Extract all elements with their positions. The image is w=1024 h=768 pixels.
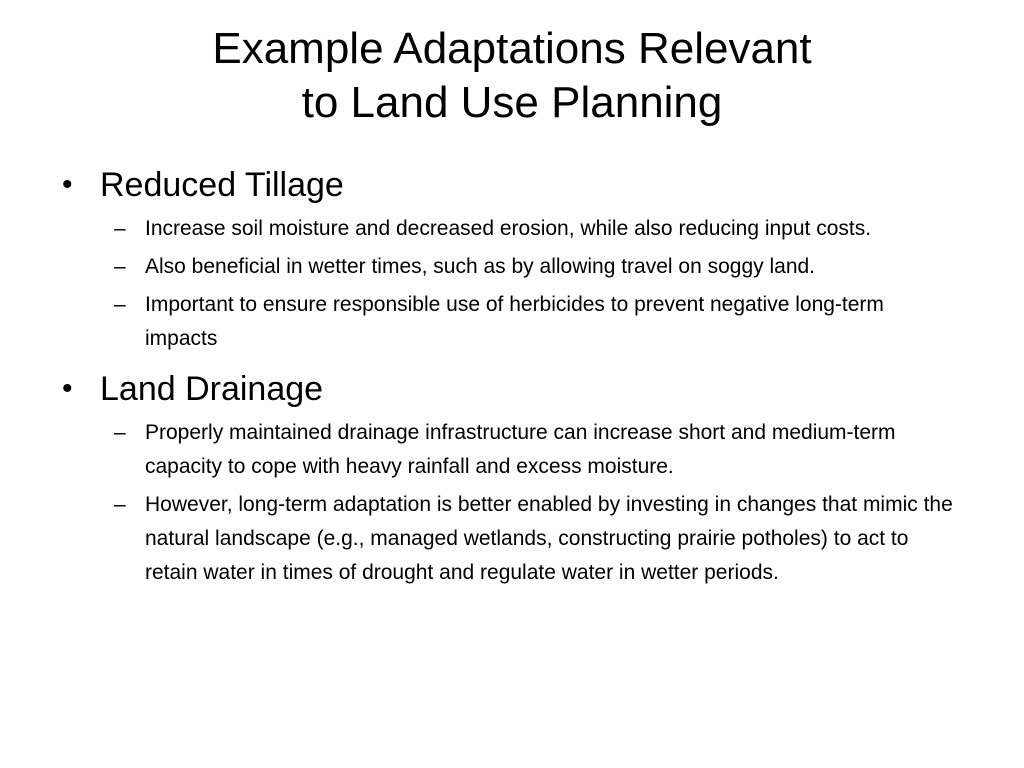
sub-item — [114, 416, 962, 484]
sub-list-land-drainage — [62, 416, 962, 590]
sub-item-text: Properly maintained drainage infrastructure can increase short and medium-term capacity to cope with heavy rainfall and excess moisture. — [145, 421, 896, 478]
sub-item-text: Important to ensure responsible use of herbicides to prevent negative long-term impacts — [145, 293, 884, 350]
bullet-land-drainage — [62, 366, 962, 412]
dash-icon: – — [114, 217, 126, 240]
sub-item — [114, 488, 962, 590]
slide-title-line-1: Example Adaptations Relevant — [212, 24, 812, 73]
slide-content — [62, 162, 962, 600]
bullet-dot-icon: • — [62, 372, 73, 405]
sub-item-text: Increase soil moisture and decreased erosion, while also reducing input costs. — [145, 217, 872, 240]
slide-title — [60, 22, 964, 130]
dash-icon: – — [114, 421, 126, 444]
sub-item-text: However, long-term adaptation is better enabled by investing in changes that mimic the natural landscape (e.g., managed wetlands, constructing prairie potholes) to act to retain water in times of drought and regulate water in wetter periods. — [145, 493, 953, 584]
sub-item — [114, 250, 962, 284]
sub-item — [114, 212, 962, 246]
slide-title-line-2: to Land Use Planning — [301, 78, 723, 127]
dash-icon: – — [114, 255, 126, 278]
bullet-reduced-tillage — [62, 162, 962, 208]
sub-item — [114, 288, 962, 356]
sub-item-text: Also beneficial in wetter times, such as by allowing travel on soggy land. — [145, 255, 816, 278]
dash-icon: – — [114, 493, 126, 516]
sub-list-reduced-tillage — [62, 212, 962, 356]
bullet-dot-icon: • — [62, 168, 73, 201]
bullet-heading: Land Drainage — [100, 370, 324, 408]
bullet-heading: Reduced Tillage — [100, 166, 344, 204]
dash-icon: – — [114, 293, 126, 316]
